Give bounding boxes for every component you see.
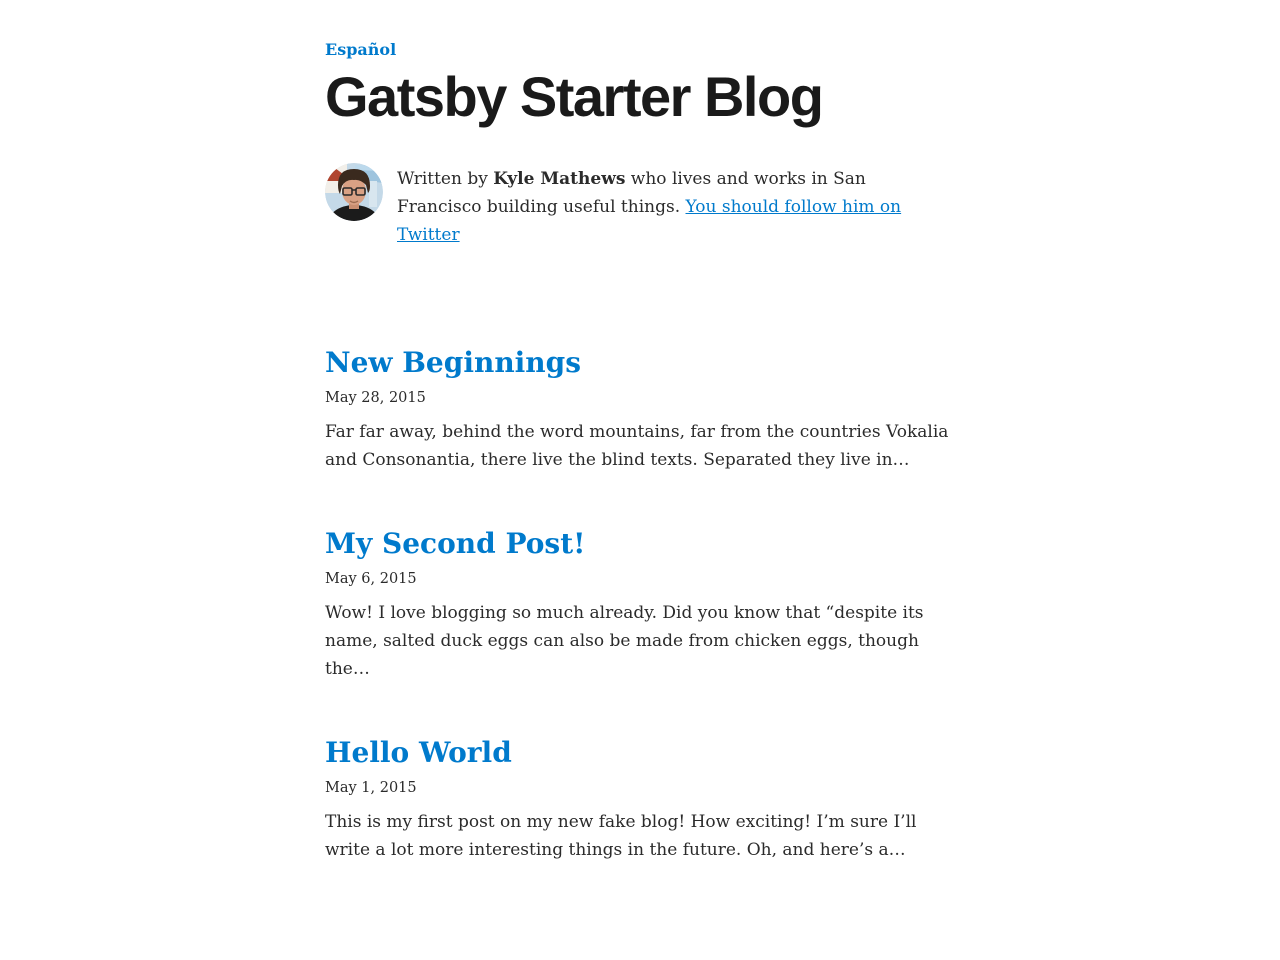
post-title-link-my-second-post[interactable]: My Second Post! <box>325 527 586 561</box>
author-avatar <box>325 163 383 221</box>
author-name: Kyle Mathews <box>493 169 626 190</box>
post-item <box>325 735 955 864</box>
post-item <box>325 526 955 683</box>
bio-text <box>397 163 955 249</box>
post-title <box>325 345 955 380</box>
post-title <box>325 526 955 561</box>
twitter-follow-link[interactable]: You should follow him on Twitter <box>397 197 902 246</box>
post-excerpt: Far far away, behind the word mountains, far from the countries Vokalia and Consonantia, there live the blind texts. Separated they live in… <box>325 422 949 471</box>
post-date: May 1, 2015 <box>325 780 417 797</box>
post-item <box>325 345 955 474</box>
post-date: May 6, 2015 <box>325 571 417 588</box>
avatar-portrait-icon <box>325 163 383 221</box>
page-container <box>304 0 976 924</box>
post-excerpt: This is my first post on my new fake blog! How exciting! I’m sure I’ll write a lot more interesting things in the future. Oh, and here’s a… <box>325 812 917 861</box>
post-date: May 28, 2015 <box>325 390 426 407</box>
post-title-link-new-beginnings[interactable]: New Beginnings <box>325 346 582 380</box>
language-switch-link[interactable]: Español <box>325 40 397 59</box>
post-title <box>325 735 955 770</box>
site-title[interactable]: Gatsby Starter Blog <box>325 65 823 128</box>
post-list <box>325 345 955 864</box>
bio-intro-prefix: Written by <box>397 169 494 190</box>
site-header <box>325 40 955 131</box>
post-excerpt: Wow! I love blogging so much already. Did you know that “despite its name, salted duck eggs can also be made from chicken eggs, though the… <box>325 603 924 680</box>
post-title-link-hello-world[interactable]: Hello World <box>325 736 512 770</box>
author-bio <box>325 163 955 249</box>
bio-intro-rest: who lives and works in San Francisco building useful things. <box>397 169 866 218</box>
